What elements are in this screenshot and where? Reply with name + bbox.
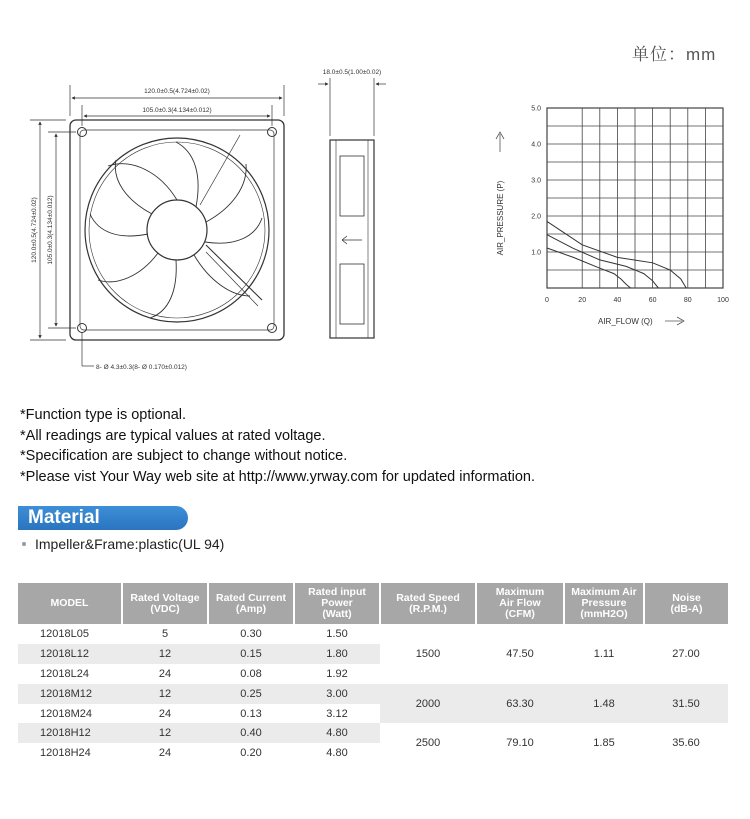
chart-y-tick-label: 5.0 (531, 105, 541, 113)
chart-y-tick-label: 1.0 (531, 249, 541, 257)
chart-x-tick-label: 20 (578, 297, 587, 304)
material-title: Material (28, 507, 100, 528)
bullet-icon (22, 542, 26, 546)
table-group-cell: 1.85 (564, 723, 644, 763)
column-header (18, 583, 122, 624)
column-header-line: Maximum Air (571, 586, 637, 598)
spec-table (18, 583, 728, 763)
chart-series-line (547, 248, 631, 288)
table-cell: 3.00 (294, 684, 380, 704)
front-hole-height-label: 105.0±0.3(4.134±0.012) (47, 195, 54, 265)
column-header-line: Noise (672, 591, 701, 604)
front-height-label: 120.0±0.5(4.724±0.02) (31, 197, 38, 263)
table-cell: 0.20 (240, 747, 262, 760)
x-axis-arrow-icon (665, 317, 684, 325)
hole-diameter-label: 8- Ø 4.3±0.3(8- Ø 0.170±0.012) (96, 364, 187, 371)
table-cell: 12 (122, 723, 208, 743)
table-cell: 5 (161, 627, 169, 640)
table-cell: 0.15 (208, 644, 294, 664)
table-group-cell: 1500 (380, 624, 476, 684)
column-header-line: Rated Voltage (130, 591, 200, 604)
table-group-cell: 1.48 (564, 684, 644, 724)
table-cell: 12018L12 (18, 644, 122, 664)
chart-y-tick-label: 4.0 (531, 141, 541, 149)
note-line: *All readings are typical values at rated voltage. (20, 427, 326, 444)
chart-x-tick-label: 60 (648, 297, 657, 304)
chart-x-tick-label: 0 (545, 297, 549, 304)
table-cell: 12018H12 (18, 723, 122, 743)
column-header (208, 583, 294, 624)
table-cell: 24 (158, 667, 172, 680)
column-header-line: MODEL (50, 597, 89, 609)
column-header-line: Air Flow (499, 597, 541, 609)
table-group-cell: 79.10 (476, 723, 564, 763)
front-hole-spacing-label: 105.0±0.3(4.134±0.012) (142, 107, 212, 114)
table-cell: 4.80 (326, 747, 348, 760)
table-group-cell: 31.50 (644, 684, 728, 724)
column-header-line: (Amp) (235, 602, 267, 615)
note-line: *Please vist Your Way web site at http://www.yrway.com for updated information. (20, 468, 535, 485)
chart-series-line (547, 221, 686, 288)
table-cell: 1.50 (326, 627, 348, 640)
chart-x-tick-label: 80 (683, 297, 692, 304)
chart-y-tick-label: 3.0 (531, 177, 541, 185)
column-header (380, 583, 476, 624)
table-cell: 24 (158, 747, 172, 760)
table-group-cell: 27.00 (644, 624, 728, 684)
table-cell: 1.80 (294, 644, 380, 664)
column-header (294, 583, 380, 624)
column-header-line: (Watt) (322, 608, 352, 620)
table-group-cell: 2000 (380, 684, 476, 724)
material-banner (18, 506, 188, 530)
notes-block (20, 405, 535, 487)
table-row (18, 684, 728, 704)
column-header-line: (VDC) (150, 602, 180, 615)
table-cell: 0.30 (240, 627, 262, 640)
table-cell: 12 (122, 644, 208, 664)
table-group-cell: 35.60 (644, 723, 728, 763)
note-line: *Specification are subject to change without notice. (20, 448, 348, 464)
table-row (18, 624, 728, 644)
table-cell: 24 (158, 707, 172, 720)
column-header-line: Power (321, 597, 353, 609)
column-header-line: Maximum (495, 586, 545, 598)
table-cell: 12018L24 (40, 667, 89, 680)
front-view (70, 120, 284, 340)
table-cell: 0.08 (240, 667, 262, 680)
fan-drawing (0, 60, 750, 390)
column-header-line: (mmH2O) (580, 608, 628, 620)
column-header (564, 583, 644, 624)
column-header (476, 583, 564, 624)
unit-label: 单位：mm (632, 45, 717, 64)
chart-y-axis-label: AIR_PRESSURE (P) (496, 180, 505, 256)
column-header-line: (CFM) (505, 608, 535, 620)
table-group-cell: 2500 (380, 723, 476, 763)
table-cell: 12018M24 (40, 707, 92, 720)
table-group-cell: 47.50 (476, 624, 564, 684)
chart-x-axis-label: AIR_FLOW (Q) (598, 317, 653, 326)
note-line: *Function type is optional. (20, 407, 187, 423)
table-cell: 0.25 (208, 684, 294, 704)
table-group-cell: 63.30 (476, 684, 564, 724)
material-item-text: Impeller&Frame:plastic(UL 94) (35, 536, 225, 552)
material-item (22, 536, 224, 552)
table-cell: 0.13 (240, 707, 262, 720)
table-cell: 3.12 (326, 707, 348, 720)
table-row (18, 723, 728, 743)
column-header-line: Rated Current (215, 591, 286, 604)
side-view (318, 78, 386, 338)
column-header-line: Rated Speed (396, 591, 460, 604)
table-header-row (18, 583, 728, 624)
table-body (18, 624, 728, 763)
table-cell: 4.80 (294, 723, 380, 743)
column-header-line: (R.P.M.) (409, 602, 447, 615)
column-header (122, 583, 208, 624)
table-cell: 1.92 (326, 667, 348, 680)
column-header (644, 583, 728, 624)
side-thickness-label: 18.0±0.5(1.00±0.02) (322, 69, 382, 76)
y-axis-arrow-icon (496, 132, 504, 152)
front-width-label: 120.0±0.5(4.724±0.02) (144, 88, 210, 95)
column-header-line: Rated input (308, 586, 366, 598)
column-header-line: (dB-A) (670, 602, 703, 615)
chart-x-tick-label: 40 (613, 297, 622, 304)
table-cell: 12018M12 (18, 684, 122, 704)
chart-y-tick-label: 2.0 (531, 213, 541, 221)
table-cell: 0.40 (208, 723, 294, 743)
column-header-line: Pressure (581, 597, 627, 609)
table-cell: 12 (122, 684, 208, 704)
table-cell: 12018L05 (40, 627, 89, 640)
table-cell: 12018H24 (40, 747, 91, 760)
table-group-cell: 1.11 (564, 624, 644, 684)
pq-chart (496, 106, 729, 327)
chart-x-tick-label: 100 (717, 297, 729, 304)
